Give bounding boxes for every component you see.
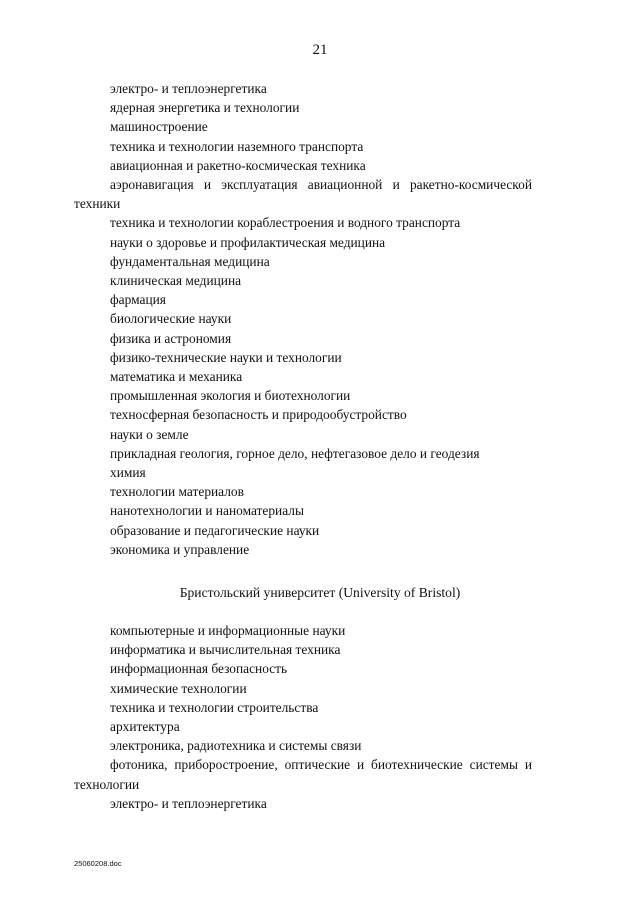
list-item: электро- и теплоэнергетика [110, 81, 267, 96]
list-item: архитектура [110, 719, 180, 735]
university-heading: Бристольский университет (University of Bristol) [179, 585, 461, 600]
list-item: экономика и управление [110, 541, 250, 557]
list-item: физика и астрономия [110, 330, 232, 346]
list-item: науки о земле [110, 426, 189, 442]
list-item: авиационная и ракетно-космическая техника [110, 157, 366, 173]
list-item: техника и технологии строительства [110, 699, 319, 715]
list-item: техника и технологии наземного транспорта [110, 138, 364, 154]
list-item: технологии материалов [110, 484, 244, 500]
list-item: аэронавигация и эксплуатация авиационной и ракетно-космической техники [74, 177, 532, 212]
list-item: физико-технические науки и технологии [110, 349, 342, 365]
list-item: математика и механика [110, 369, 243, 385]
list-item: образование и педагогические науки [110, 522, 320, 538]
list-item: техносферная безопасность и природообустройство [110, 407, 407, 423]
list-item: химия [110, 465, 146, 481]
field-list-first [74, 79, 532, 559]
list-item: химические технологии [110, 680, 247, 696]
list-item: ядерная энергетика и технологии [110, 100, 300, 116]
list-item: промышленная экология и биотехнологии [110, 388, 351, 404]
list-item: электроника, радиотехника и системы связи [110, 738, 362, 754]
list-item: компьютерные и информационные науки [110, 623, 346, 638]
field-list-second [74, 621, 532, 813]
list-item: информационная безопасность [110, 661, 288, 677]
list-item: биологические науки [110, 311, 232, 327]
list-item: электро- и теплоэнергетика [110, 795, 267, 811]
list-item: фармация [110, 292, 166, 308]
list-item: науки о здоровье и профилактическая медицина [110, 234, 386, 250]
list-item: фундаментальная медицина [110, 253, 270, 269]
list-item: информатика и вычислительная техника [110, 642, 341, 658]
page-number: 21 [312, 42, 328, 58]
list-item: машиностроение [110, 119, 208, 135]
list-item: техника и технологии кораблестроения и водного транспорта [110, 215, 461, 231]
list-item: нанотехнологии и наноматериалы [110, 503, 304, 519]
document-file-code: 25060208.doc [74, 859, 122, 868]
list-item: клиническая медицина [110, 273, 242, 289]
list-item: фотоника, приборостроение, оптические и биотехнические системы и технологии [74, 757, 532, 792]
list-item: прикладная геология, горное дело, нефтегазовое дело и геодезия [110, 445, 480, 461]
